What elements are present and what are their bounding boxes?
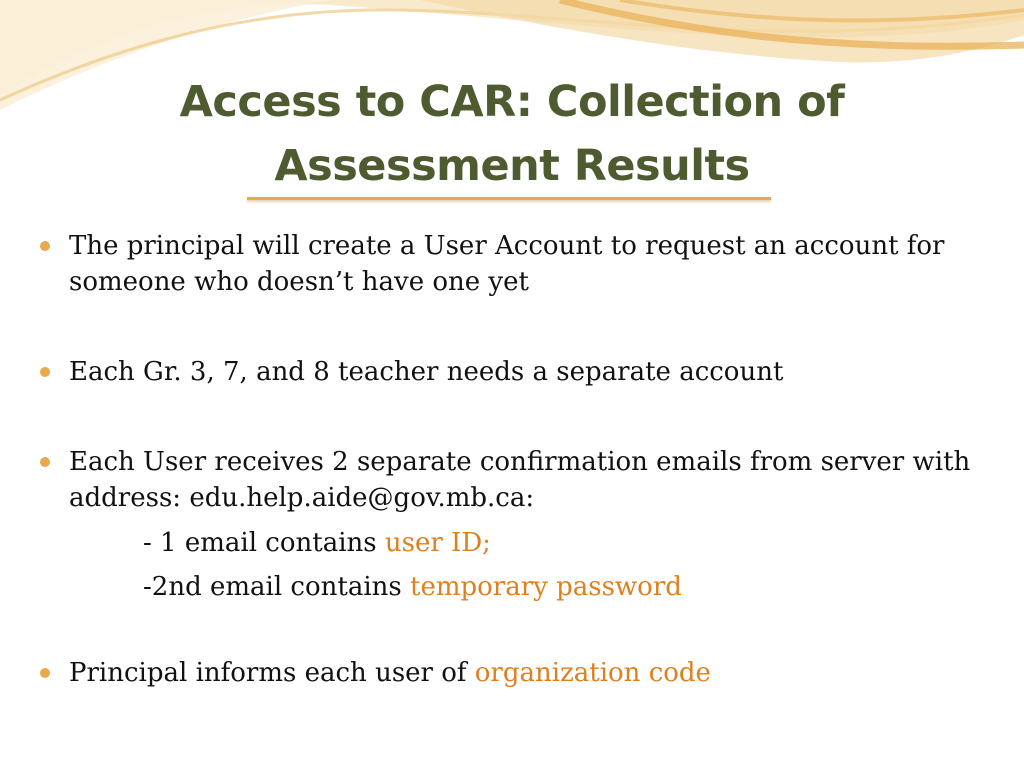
bullet-highlight: organization code <box>474 658 711 688</box>
bullet-text: Each Gr. 3, 7, and 8 teacher needs a separate account <box>69 357 784 387</box>
bullet-list <box>40 228 1000 691</box>
bullet-dot-icon <box>40 457 50 467</box>
bullet-dot-icon <box>40 367 50 377</box>
bullet-text: Principal informs each user of <box>69 658 475 688</box>
bullet-item <box>40 444 1000 516</box>
bullet-item <box>40 228 1000 300</box>
bullet-dot-icon <box>40 241 50 251</box>
sub-item-highlight: user ID; <box>384 528 491 558</box>
title-underline <box>247 197 771 200</box>
bullet-item <box>40 354 1000 390</box>
bullet-text: The principal will create a User Account to request an account for someone who doesn’t have one yet <box>69 231 945 297</box>
sub-item-text: - 1 email contains <box>143 528 385 558</box>
sub-item <box>40 565 1000 609</box>
sub-item-highlight: temporary password <box>410 572 682 602</box>
slide-title: Access to CAR: Collection of Assessment Results <box>179 77 845 191</box>
sub-item <box>40 521 1000 565</box>
bullet-text: Each User receives 2 separate confirmation emails from server with address: edu.help.aide@gov.mb.ca: <box>69 447 971 513</box>
bullet-item <box>40 655 1000 691</box>
bullet-dot-icon <box>40 668 50 678</box>
sub-item-text: -2nd email contains <box>143 572 410 602</box>
